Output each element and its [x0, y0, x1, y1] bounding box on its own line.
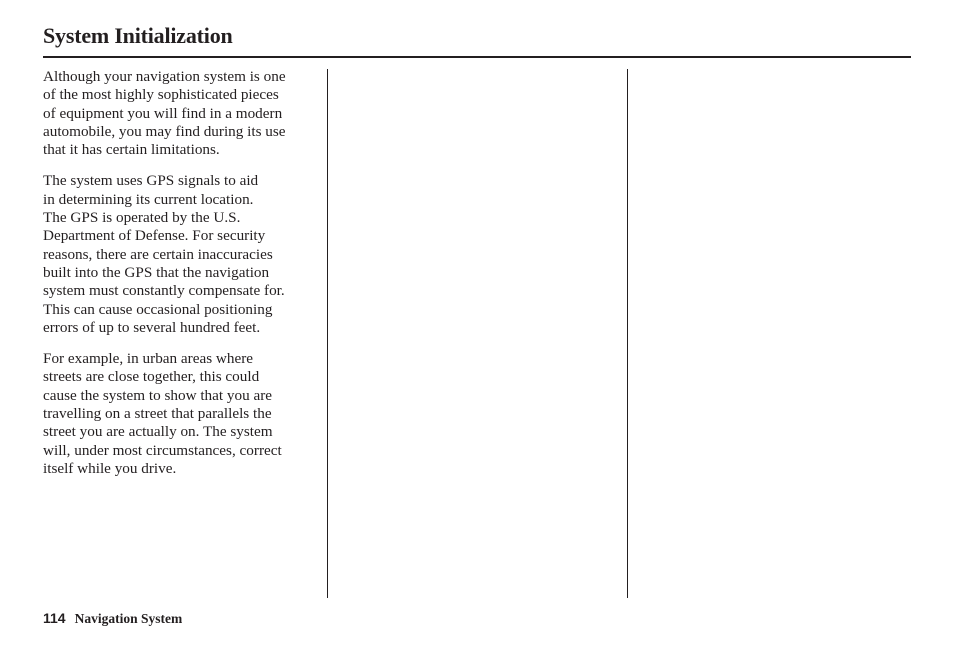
text-line: automobile, you may find during its use	[43, 122, 286, 140]
text-line: The GPS is operated by the U.S.	[43, 209, 241, 227]
text-line: in determining its current location.	[43, 190, 254, 208]
text-line: errors of up to several hundred feet.	[43, 318, 261, 336]
text-line: For example, in urban areas where	[43, 350, 254, 368]
page-title: System Initialization	[43, 23, 233, 48]
text-line: itself while you drive.	[43, 459, 177, 477]
text-line: The system uses GPS signals to aid	[43, 172, 259, 190]
text-line: travelling on a street that parallels the	[43, 405, 272, 423]
page-footer	[43, 609, 182, 628]
paragraph-example	[43, 350, 315, 478]
text-line: system must constantly compensate for.	[43, 282, 285, 300]
footer-section-label: Navigation System	[74, 611, 183, 626]
text-line: Although your navigation system is one	[43, 68, 286, 85]
title-rule	[43, 56, 911, 58]
text-line: reasons, there are certain inaccuracies	[43, 245, 273, 263]
text-line: that it has certain limitations.	[43, 141, 220, 159]
paragraph-gps	[43, 172, 315, 337]
text-line: of equipment you will find in a modern	[43, 104, 283, 122]
paragraph-limitations	[43, 68, 315, 159]
text-line: will, under most circumstances, correct	[43, 441, 282, 459]
text-column-left	[43, 68, 315, 491]
text-line: Department of Defense. For security	[43, 227, 266, 245]
text-line: streets are close together, this could	[43, 368, 260, 386]
text-line: street you are actually on. The system	[43, 423, 273, 441]
column-divider-right	[627, 69, 628, 598]
page-number: 114	[43, 610, 66, 626]
text-line: built into the GPS that the navigation	[43, 263, 270, 281]
text-line: cause the system to show that you are	[43, 386, 273, 404]
text-line: of the most highly sophisticated pieces	[43, 86, 279, 104]
text-line: This can cause occasional positioning	[43, 300, 273, 318]
column-divider-left	[327, 69, 328, 598]
